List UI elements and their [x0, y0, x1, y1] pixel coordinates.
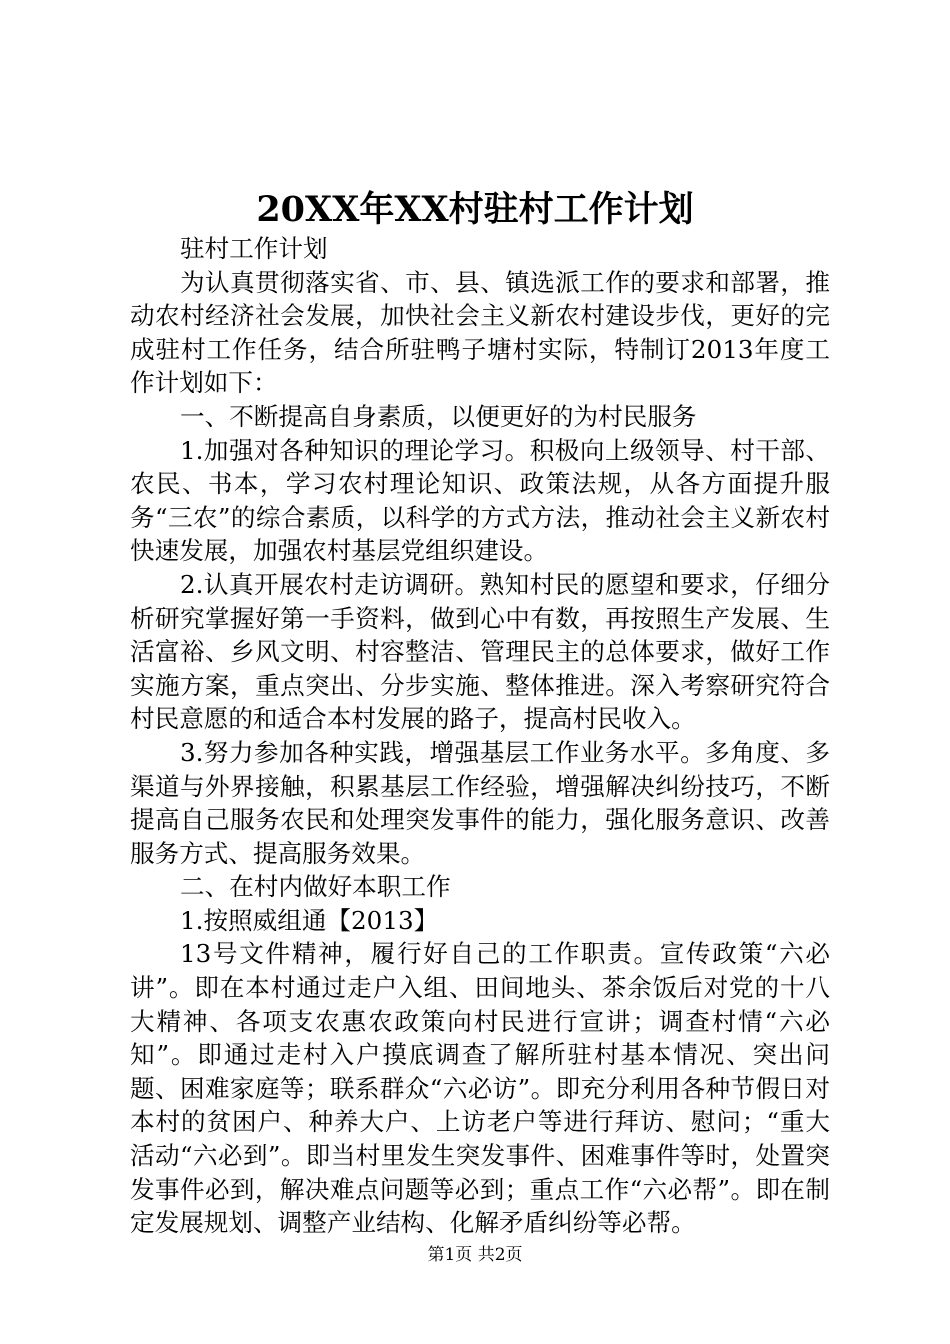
page-footer: 第1页 共2页: [427, 1245, 523, 1265]
section-heading-1: 一、不断提高自身素质，以便更好的为村民服务: [180, 401, 697, 431]
document-body: [130, 232, 830, 1240]
paragraph-item-1-2: 2.认真开展农村走访调研。熟知村民的愿望和要求，仔细分析研究掌握好第一手资料，做到心中有数，再按照生产发展、生活富裕、乡风文明、村容整洁、管理民主的总体要求，做好工作实施方案，重点突出、分步实施、整体推进。深入考察研究符合村民意愿的和适合本村发展的路子，提高村民收入。: [130, 569, 830, 734]
paragraph-item-2-1-continued: 13号文件精神，履行好自己的工作职责。宣传政策“六必讲”。即在本村通过走户入组、田间地头、茶余饭后对党的十八大精神、各项支农惠农政策向村民进行宣讲；调查村情“六必知”。即通过走村入户摸底调查了解所驻村基本情况、突出问题、困难家庭等；联系群众“六必访”。即充分利用各种节假日对本村的贫困户、种养大户、上访老户等进行拜访、慰问；“重大活动“六必到”。即当村里发生突发事件、困难事件等时，处置突发事件必到，解决难点问题等必到；重点工作“六必帮”。即在制定发展规划、调整产业结构、化解矛盾纠纷等必帮。: [130, 939, 830, 1238]
paragraph-item-1-3: 3.努力参加各种实践，增强基层工作业务水平。多角度、多渠道与外界接触，积累基层工作经验，增强解决纠纷技巧，不断提高自己服务农民和处理突发事件的能力，强化服务意识、改善服务方式、提高服务效果。: [130, 737, 830, 868]
paragraph-subtitle: 驻村工作计划: [180, 234, 328, 263]
paragraph-item-1-1: 1.加强对各种知识的理论学习。积极向上级领导、村干部、农民、书本，学习农村理论知识、政策法规，从各方面提升服务“三农”的综合素质，以科学的方式方法，推动社会主义新农村快速发展，加强农村基层党组织建设。: [130, 435, 830, 566]
paragraph-item-2-1: 1.按照威组通【2013】: [180, 905, 439, 935]
document-title: 20XX年XX村驻村工作计划: [256, 189, 694, 230]
paragraph-intro: 为认真贯彻落实省、市、县、镇选派工作的要求和部署，推动农村经济社会发展，加快社会主义新农村建设步伐，更好的完成驻村工作任务，结合所驻鸭子塘村实际，特制订2013年度工作计划如下：: [130, 267, 830, 398]
section-heading-2: 二、在村内做好本职工作: [180, 872, 451, 902]
